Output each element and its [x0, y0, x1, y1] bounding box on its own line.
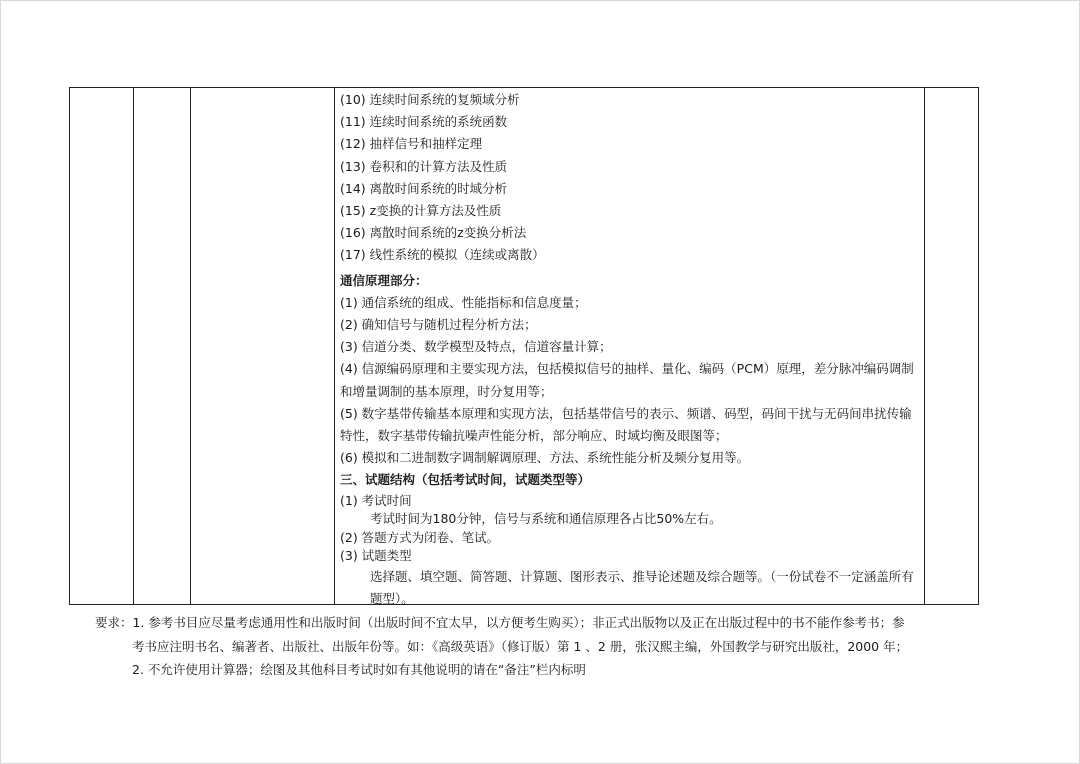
list-item: (3) 信道分类、数学模型及特点，信道容量计算； [340, 339, 612, 355]
section-heading: 通信原理部分： [340, 272, 428, 288]
list-item-detail: 选择题、填空题、简答题、计算题、图形表示、推导论述题及综合题等。（一份试卷不一定涵盖所有题型）。 [370, 568, 914, 606]
list-item: (1) 通信系统的组成、性能指标和信息度量； [340, 294, 587, 310]
list-item: (15) z变换的计算方法及性质 [340, 203, 502, 219]
list-item: (2) 确知信号与随机过程分析方法； [340, 317, 537, 333]
table-column-divider [924, 88, 925, 604]
list-item: (14) 离散时间系统的时域分析 [340, 180, 508, 196]
list-item: (5) 数字基带传输基本原理和实现方法，包括基带信号的表示、频谱、码型，码间干扰与无码间串扰传输特性，数字基带传输抗噪声性能分析，部分响应、时域均衡及眼图等； [340, 405, 912, 444]
list-item-detail: 考试时间为180分钟，信号与系统和通信原理各占比50%左右。 [370, 511, 722, 527]
list-item: (6) 模拟和二进制数字调制解调原理、方法、系统性能分析及频分复用等。 [340, 450, 750, 466]
table-column-divider [334, 88, 335, 604]
list-item: (1) 考试时间 [340, 492, 412, 508]
section-heading: 三、试题结构（包括考试时间，试题类型等） [340, 472, 591, 488]
table-content-cell [340, 89, 920, 610]
list-item: (10) 连续时间系统的复频域分析 [340, 92, 520, 107]
list-item: (11) 连续时间系统的系统函数 [340, 114, 508, 130]
list-item: (2) 答题方式为闭卷、笔试。 [340, 529, 500, 545]
requirements-line: 要求：1. 参考书目应尽量考虑通用性和出版时间（出版时间不宜太早，以方便考生购买）；非正式出版物以及正在出版过程中的书不能作参考书；参 [95, 615, 905, 630]
table-column-divider [190, 88, 191, 604]
requirements-note [95, 611, 975, 682]
requirements-line: 2. 不允许使用计算器；绘图及其他科目考试时如有其他说明的请在“备注”栏内标明 [132, 662, 586, 677]
requirements-line: 考书应注明书名、编著者、出版社、出版年份等。如：《高级英语》（修订版）第 1 、2 册，张汉熙主编，外国教学与研究出版社，2000 年； [132, 638, 909, 654]
list-item: (13) 卷积和的计算方法及性质 [340, 158, 508, 174]
table-column-divider [133, 88, 134, 604]
list-item: (12) 抽样信号和抽样定理 [340, 136, 483, 152]
list-item: (4) 信源编码原理和主要实现方法，包括模拟信号的抽样、量化、编码（PCM）原理，差分脉冲编码调制和增量调制的基本原理，时分复用等； [340, 361, 914, 399]
list-item: (16) 离散时间系统的z变换分析法 [340, 225, 527, 241]
exam-structure [340, 492, 920, 610]
list-item: (3) 试题类型 [340, 548, 412, 564]
list-item: (17) 线性系统的模拟（连续或离散） [340, 247, 545, 263]
